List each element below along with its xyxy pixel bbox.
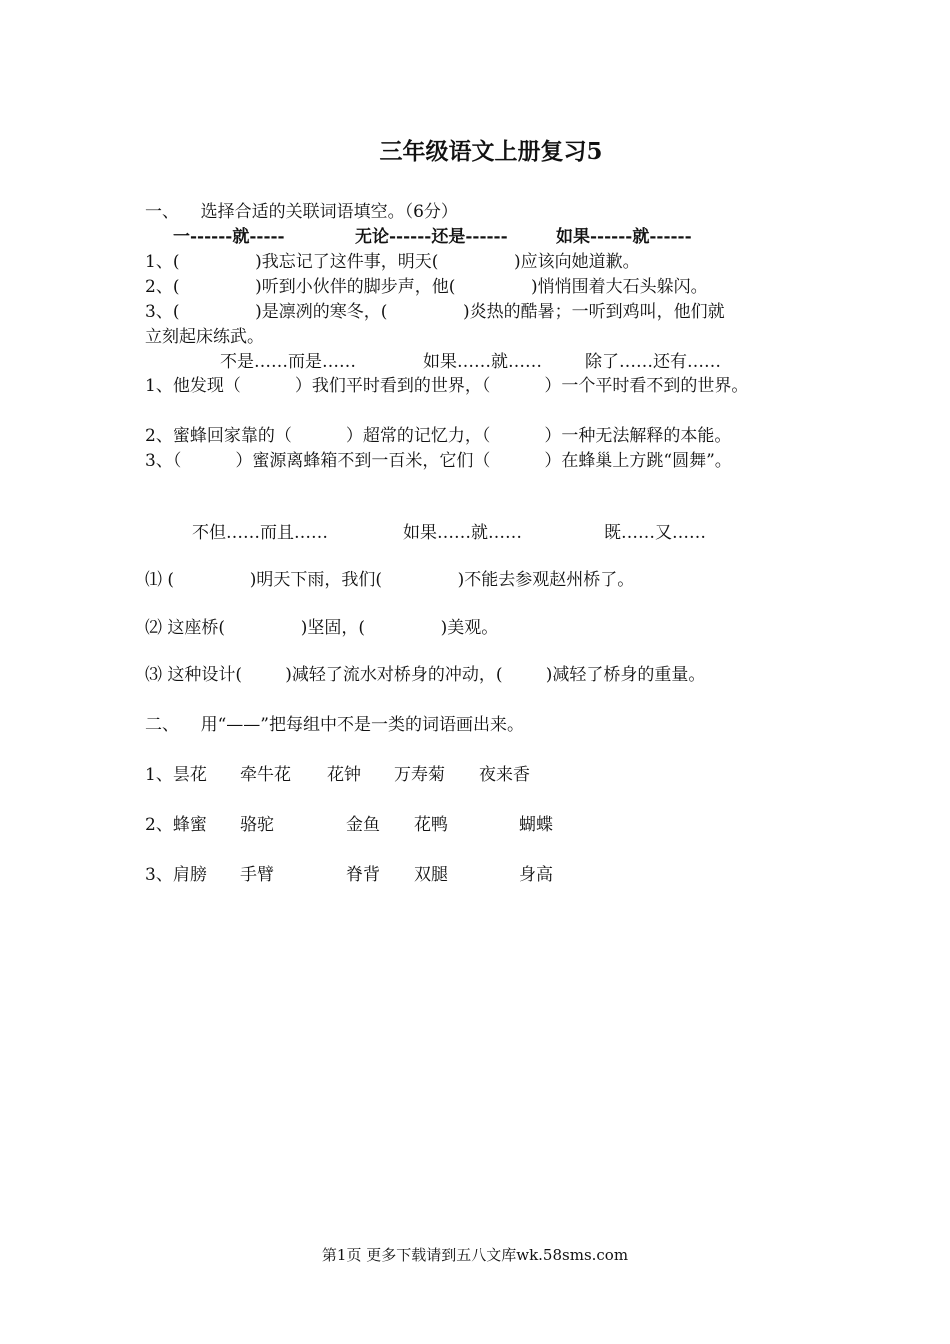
page-title: 三年级语文上册复习5 [379, 138, 603, 165]
word-row-2-item-4: 花鸭 [414, 815, 448, 835]
word-row-2-item-3: 金鱼 [346, 815, 380, 835]
group-3-item-1: ⑴ ( )明天下雨，我们( )不能去参观赵州桥了。 [145, 570, 635, 590]
group-3-option-3: 既……又…… [604, 523, 706, 543]
group-1-item-2: 2、( )听到小伙伴的脚步声，他( )悄悄围着大石头躲闪。 [145, 277, 708, 297]
group-2-item-1: 1、他发现（ ）我们平时看到的世界，（ ）一个平时看不到的世界。 [145, 376, 749, 396]
group-3-option-1: 不但……而且…… [192, 523, 328, 543]
group-1-option-1: 一------就----- [173, 227, 285, 247]
word-row-3-item-3: 脊背 [346, 865, 380, 885]
word-row-3-item-5: 身高 [519, 865, 553, 885]
group-1-item-1: 1、( )我忘记了这件事，明天( )应该向她道歉。 [145, 252, 640, 272]
word-row-2-item-5: 蝴蝶 [519, 815, 553, 835]
group-2-item-2: 2、蜜蜂回家靠的（ ）超常的记忆力，（ ）一种无法解释的本能。 [145, 426, 732, 446]
word-row-1-item-3: 花钟 [327, 765, 361, 785]
word-row-3-item-4: 双腿 [414, 865, 448, 885]
group-3-option-2: 如果……就…… [403, 523, 522, 543]
word-row-1-item-1: 1、昙花 [145, 765, 207, 785]
group-2-option-1: 不是……而是…… [220, 352, 356, 372]
section-2-heading: 二、 用“——”把每组中不是一类的词语画出来。 [145, 715, 524, 735]
group-2-option-2: 如果……就…… [423, 352, 542, 372]
group-1-item-3-continued: 立刻起床练武。 [145, 327, 264, 347]
word-row-2-item-2: 骆驼 [240, 815, 274, 835]
group-3-item-3: ⑶ 这种设计( )减轻了流水对桥身的冲动，( )减轻了桥身的重量。 [145, 665, 706, 685]
section-1-heading: 一、 选择合适的关联词语填空。（6分） [145, 202, 458, 222]
word-row-1-item-4: 万寿菊 [394, 765, 445, 785]
group-1-option-3: 如果------就------ [556, 227, 692, 247]
group-1-option-2: 无论------还是------ [355, 227, 508, 247]
group-3-item-2: ⑵ 这座桥( )坚固，( )美观。 [145, 618, 499, 638]
word-row-3-item-2: 手臂 [240, 865, 274, 885]
page-footer: 第1页 更多下载请到五八文库wk.58sms.com [321, 1246, 629, 1264]
group-2-option-3: 除了……还有…… [585, 352, 721, 372]
word-row-1-item-2: 牵牛花 [240, 765, 291, 785]
word-row-2-item-1: 2、蜂蜜 [145, 815, 207, 835]
group-2-item-3: 3、（ ）蜜源离蜂箱不到一百米，它们（ ）在蜂巢上方跳“圆舞”。 [145, 451, 732, 471]
word-row-3-item-1: 3、肩膀 [145, 865, 207, 885]
word-row-1-item-5: 夜来香 [479, 765, 530, 785]
group-1-item-3: 3、( )是凛冽的寒冬，( )炎热的酷暑；一听到鸡叫，他们就 [145, 302, 725, 322]
